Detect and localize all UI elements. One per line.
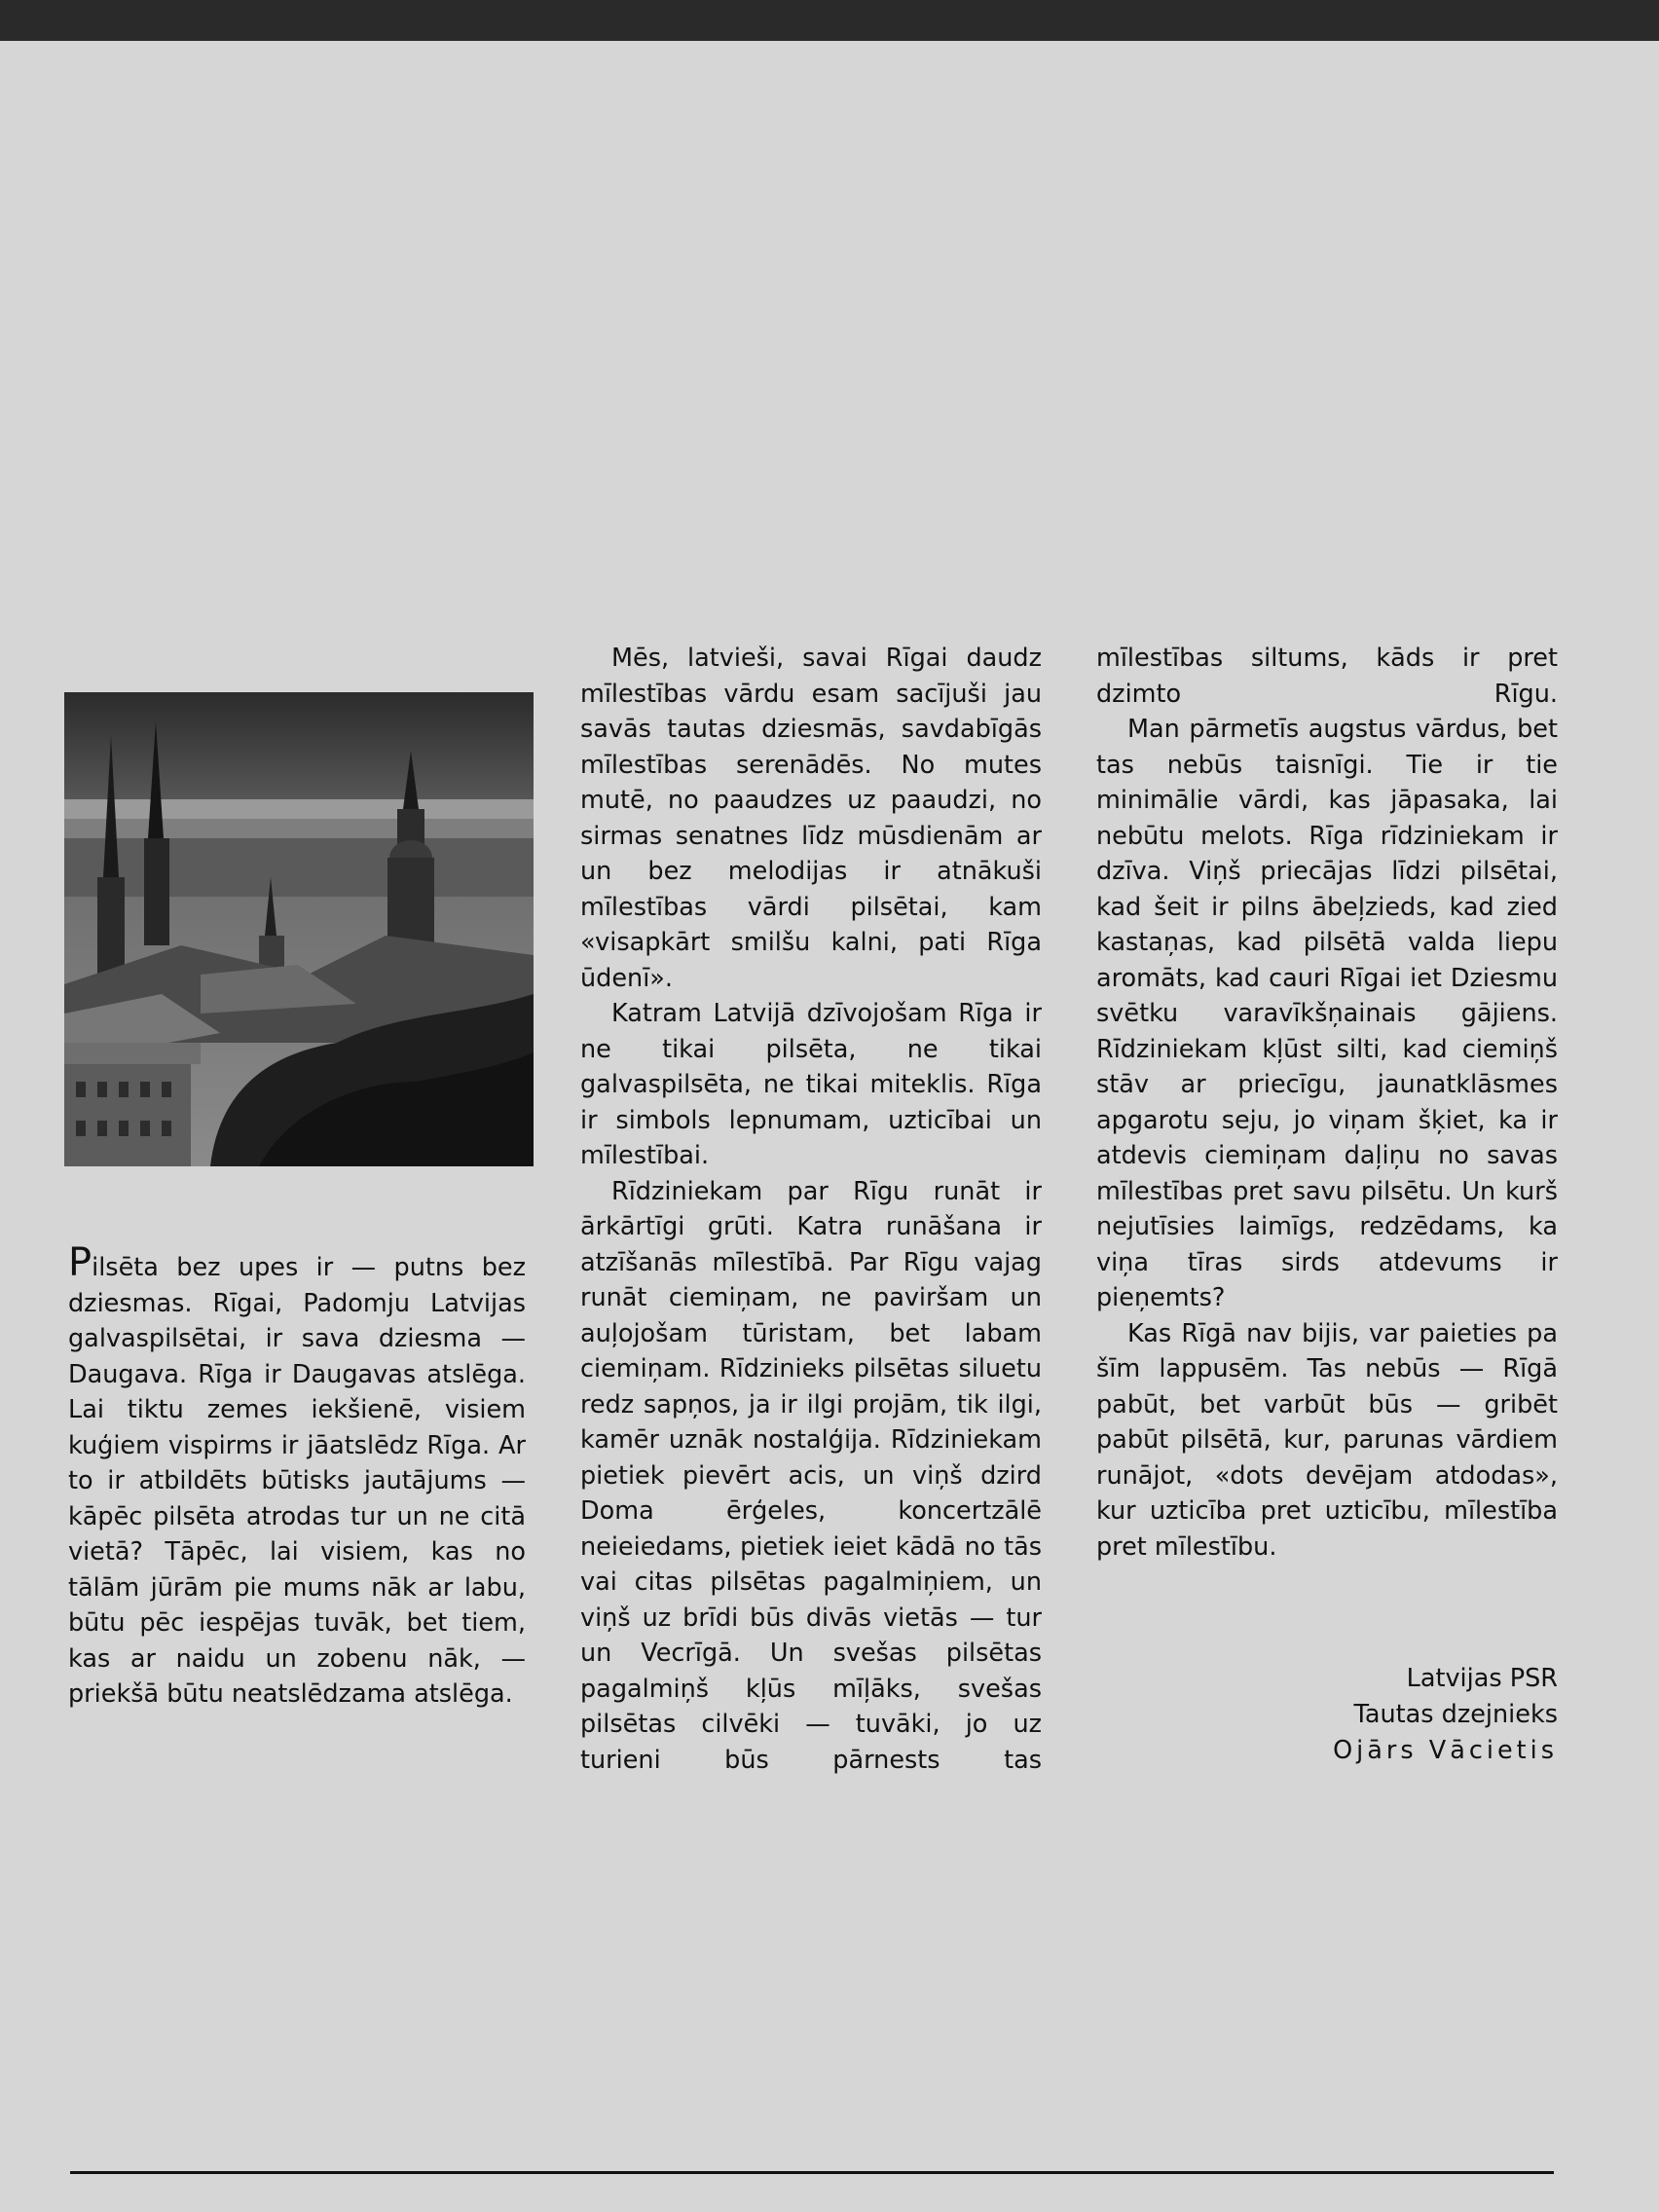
col3-paragraph-2: Man pārmetīs augstus vārdus, bet tas nebūs taisnīgi. Tie ir tie minimālie vārdi, kas jāpasaka, lai nebūtu melots. Rīga rīdziniekam ir dzīva. Viņš priecājas līdzi pilsētai, kad šeit ir pilns ābeļzieds, kad zied kastaņas, kad pilsētā valda liepu aromāts, kad cauri Rīgai iet Dziesmu svētku varavīkšņainais gājiens. Rīdziniekam kļūst silti, kad ciemiņš stāv ar priecīgu, jaunatklāsmes apgarotu seju, jo viņam šķiet, ka ir atdevis ciemiņam daļiņu no savas mīlestības pret savu pilsētu. Un kurš nejutīsies laimīgs, redzēdams, ka viņa tīras sirds atdevums ir pieņemts?	[1096, 715, 1558, 1312]
column-3	[1096, 641, 1558, 1565]
intro-paragraph	[68, 1240, 526, 1713]
column-1	[68, 1240, 526, 1713]
col2-paragraph-3: Rīdziniekam par Rīgu runāt ir ārkārtīgi grūti. Katra runāšana ir atzīšanās mīlestībā. Par Rīgu vajag runāt ciemiņam, ne paviršam un auļojošam tūristam, bet labam ciemiņam. Rīdzinieks pilsētas siluetu redz sapņos, ja ir ilgi projām, tik ilgi, kamēr uznāk nostalģija. Rīdziniekam pietiek pievērt acis, un viņš dzird Doma ērģeles, koncertzālē neieiedams, pietiek ieiet kādā no tās vai citas pilsētas pagalmiņiem, un viņš uz brīdi būs divās vietās — tur un Vecrīgā. Un svešas pilsētas pagalmiņš kļūs mīļāks, svešas pilsētas cilvēki — tuvāki, jo uz turieni būs pārnests tas	[580, 1176, 1042, 1775]
book-page	[0, 41, 1659, 2212]
riga-skyline-photo	[64, 692, 534, 1166]
col2-paragraph-2: Katram Latvijā dzīvojošam Rīga ir ne tikai pilsēta, ne tikai galvaspilsēta, ne tikai miteklis. Rīga ir simbols lepnumam, uzticībai un mīlestībai.	[580, 999, 1042, 1170]
signature-line-1: Latvijas PSR	[1406, 1664, 1558, 1693]
drop-cap: P	[68, 1240, 92, 1285]
bottom-rule	[70, 2171, 1554, 2174]
col3-paragraph-1: mīlestības siltums, kāds ir pret dzimto Rīgu.	[1096, 644, 1558, 709]
col3-paragraph-3: Kas Rīgā nav bijis, var paieties pa šīm lappusēm. Tas nebūs — Rīgā pabūt, bet varbūt būs — gribēt pabūt pilsētā, kur, parunas vārdiem runājot, «dots devējam atdodas», kur uzticība pret uzticību, mīlestība pret mīlestību.	[1096, 1318, 1558, 1562]
author-signature	[1149, 1661, 1558, 1769]
col2-paragraph-1: Mēs, latvieši, savai Rīgai daudz mīlestības vārdu esam sacījuši jau savās tautas dziesmās, savdabīgās mīlestības serenādēs. No mutes mutē, no paaudzes uz paaudzi, no sirmas senatnes līdz mūsdienām ar un bez melodijas ir atnākuši mīlestības vārdi pilsētai, kam «visapkārt smilšu kalni, pati Rīga ūdenī».	[580, 644, 1042, 993]
signature-line-3: Ojārs Vācietis	[1333, 1736, 1558, 1765]
intro-text: ilsēta bez upes ir — putns bez dziesmas. Rīgai, Padomju Latvijas galvaspilsētai, ir sava dziesma — Daugava. Rīga ir Daugavas atslēga. Lai tiktu zemes iekšienē, visiem kuģiem vispirms ir jāatslēdz Rīga. Ar to ir atbildēts būtisks jautājums — kāpēc pilsēta atrodas tur un ne citā vietā? Tāpēc, lai visiem, kas no tālām jūrām pie mums nāk ar labu, būtu pēc iespējas tuvāk, bet tiem, kas ar naidu un zobenu nāk, — priekšā būtu neatslēdzama atslēga.	[68, 1253, 526, 1709]
column-2	[580, 641, 1042, 1778]
signature-line-2: Tautas dzejnieks	[1353, 1700, 1558, 1729]
